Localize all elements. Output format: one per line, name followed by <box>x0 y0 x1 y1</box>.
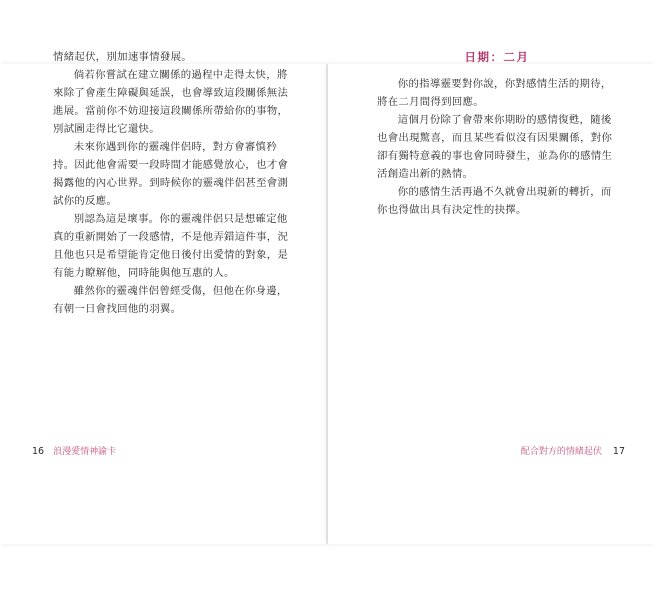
right-page-body <box>377 75 617 219</box>
body-paragraph: 這個月份除了會帶來你期盼的感情復甦，隨後也會出現驚喜，而且某些看似沒有因果關係，對你卻有獨特意義的事也會同時發生，並為你的感情生活創造出新的熱情。 <box>377 114 613 180</box>
body-paragraph: 情緒起伏，別加速事情發展。 <box>53 51 192 63</box>
body-paragraph: 你的指導靈要對你說，你對感情生活的期待，將在二月間得到回應。 <box>377 78 612 108</box>
running-head: 浪漫愛情神諭卡 <box>53 447 117 457</box>
body-paragraph: 未來你遇到你的靈魂伴侶時，對方會審慎矜持。因此他會需要一段時間才能感覺放心，也才會揭露他的內心世界。到時候你的靈魂伴侶甚至會測試你的反應。 <box>53 141 289 207</box>
right-page-footer <box>521 445 625 459</box>
page-number: 16 <box>32 446 45 457</box>
left-page-body <box>53 48 293 318</box>
date-heading: 日期：二月 <box>464 50 530 64</box>
left-page-footer <box>32 445 116 459</box>
body-paragraph: 別認為這是壞事。你的靈魂伴侶只是想確定他真的重新開始了一段感情，不是他弄錯這件事，況且他也只是希望能肯定他日後付出愛情的對象，是有能力瞭解他，同時能與他互惠的人。 <box>53 213 289 279</box>
page-number: 17 <box>612 446 625 457</box>
body-paragraph: 雖然你的靈魂伴侶曾經受傷，但他在你身邊，有朝一日會找回他的羽翼。 <box>53 285 288 315</box>
body-paragraph: 倘若你嘗試在建立關係的過程中走得太快，將來除了會產生障礙與延誤，也會導致這段關係無法進展。當前你不妨迎接這段關係所帶給你的事物，別試圖走得比它還快。 <box>53 69 289 135</box>
running-head: 配合對方的情緒起伏 <box>520 447 602 457</box>
body-paragraph: 你的感情生活再過不久就會出現新的轉折，而你也得做出具有決定性的抉擇。 <box>377 186 612 216</box>
